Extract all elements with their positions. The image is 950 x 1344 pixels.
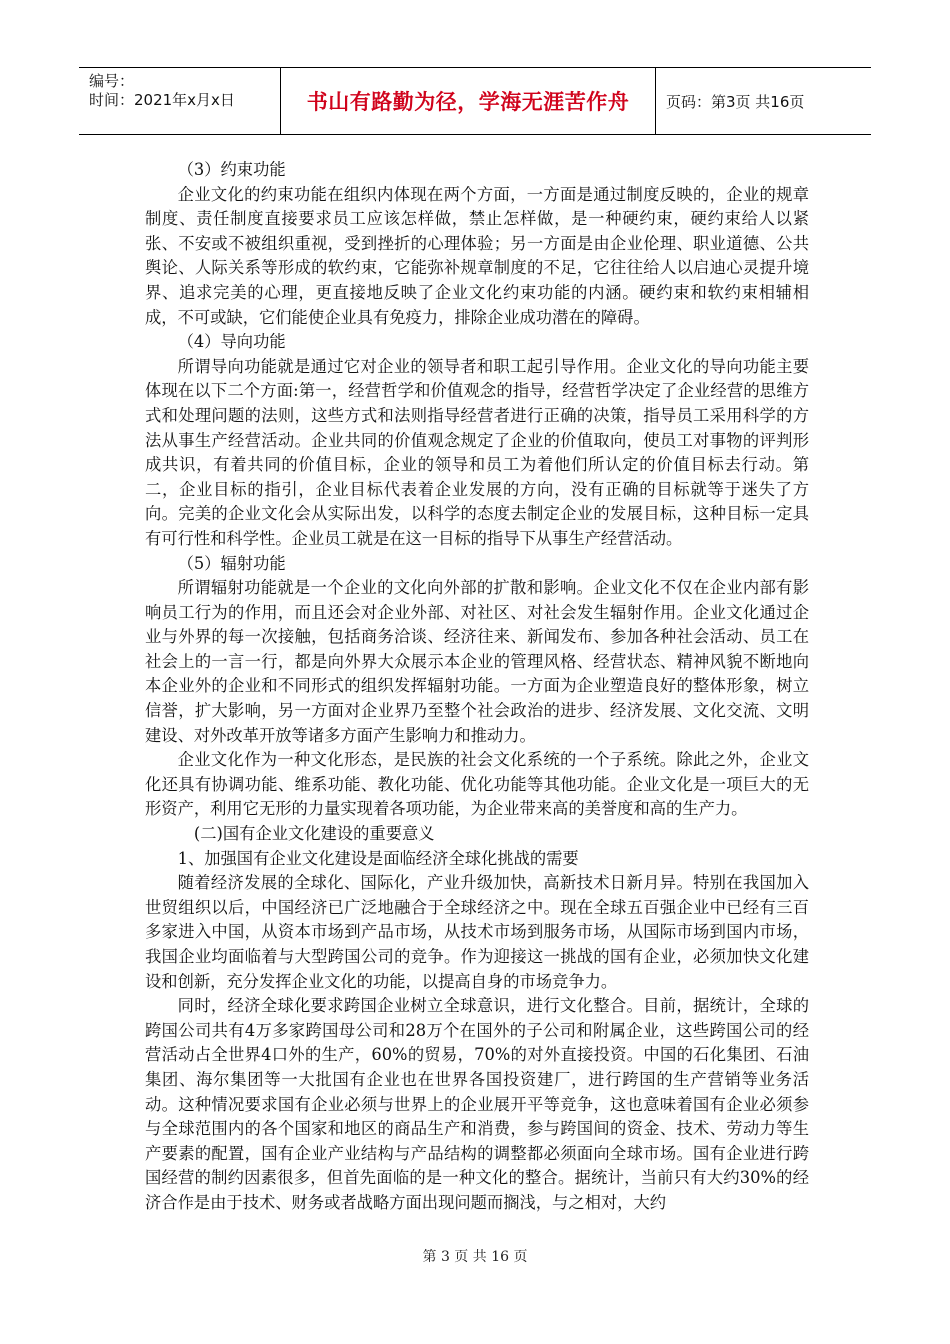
section-heading-radiation: （5）辐射功能 [177,553,286,573]
paragraph-constraint: 企业文化的约束功能在组织内体现在两个方面，一方面是通过制度反映的，企业的规章制度、责任制度直接要求员工应该怎样做，禁止怎样做，是一种硬约束，硬约束给人以紧张、不安或不被组织重视，受到挫折的心理体验；另一方面是由企业伦理、职业道德、公共舆论、人际关系等形成的软约束，它能弥补规章制度的不足，它往往给人以启迪心灵提升境界、追求完美的心理，更直接地反映了企业文化约束功能的内涵。硬约束和软约束相辅相成，不可或缺，它们能使企业具有免疫力，排除企业成功潜在的障碍。 [145,184,809,327]
document-number-label: 编号： [89,72,135,90]
paragraph-radiation: 所谓辐射功能就是一个企业的文化向外部的扩散和影响。企业文化不仅在企业内部有影响员工行为的作用，而且还会对企业外部、对社区、对社会发生辐射作用。企业文化通过企业与外界的每一次接触，包括商务洽谈、经济往来、新闻发布、参加各种社会活动、员工在社会上的一言一行，都是向外界大众展示本企业的管理风格、经营状态、精神风貌不断地向本企业外的企业和不同形式的组织发挥辐射功能。一方面为企业塑造良好的整体形象，树立信誉，扩大影响，另一方面对企业界乃至整个社会政治的进步、经济发展、文化交流、文明建设、对外改革开放等诸多方面产生影响力和推动力。 [145,578,809,745]
paragraph-globalization: 随着经济发展的全球化、国际化，产业升级加快，高新技术日新月异。特别在我国加入世贸组织以后，中国经济已广泛地融合于全球经济之中。现在全球五百强企业中已经有三百多家进入中国，从资本市场到产品市场，从技术市场到服务市场，从国际市场到国内市场，我国企业均面临着与大型跨国公司的竞争。作为迎接这一挑战的国有企业，必须加快文化建设和创新，充分发挥企业文化的功能，以提高自身的市场竞争力。 [145,873,809,991]
section-heading-guidance: （4）导向功能 [177,332,286,352]
document-body [145,158,809,1216]
header-meta [79,68,281,134]
paragraph-cultural-integration: 同时，经济全球化要求跨国企业树立全球意识，进行文化整合。目前，据统计，全球的跨国公司共有4万多家跨国母公司和28万个在国外的子公司和附属企业，这些跨国公司的经营活动占全世界4口外的生产，60%的贸易，70%的对外直接投资。中国的石化集团、石油集团、海尔集团等一大批国有企业也在世界各国投资建厂，进行跨国的生产营销等业务活动。这种情况要求国有企业必须与世界上的企业展开平等竞争，这也意味着国有企业必须参与全球范围内的各个国家和地区的商品生产和消费，参与跨国间的资金、技术、劳动力等生产要素的配置，国有企业产业结构与产品结构的调整都必须面向全球市场。国有企业进行跨国经营的制约因素很多，但首先面临的是一种文化的整合。据统计，当前只有大约30%的经济合作是由于技术、财务或者战略方面出现问题而搁浅，与之相对，大约 [145,996,809,1212]
subsection-heading-globalization: 1、加强国有企业文化建设是面临经济全球化挑战的需要 [177,848,579,868]
page-footer: 第 3 页 共 16 页 [422,1249,528,1265]
header-page-info: 页码：第3页 共16页 [666,92,805,111]
section-heading-significance: (二)国有企业文化建设的重要意义 [193,824,435,844]
page-header [79,67,871,135]
header-motto: 书山有路勤为径，学海无涯苦作舟 [281,68,656,134]
document-date: 时间：2021年x月x日 [89,91,235,109]
section-heading-constraint: （3）约束功能 [177,160,286,179]
paragraph-other-functions: 企业文化作为一种文化形态，是民族的社会文化系统的一个子系统。除此之外，企业文化还具有协调功能、维系功能、教化功能、优化功能等其他功能。企业文化是一项巨大的无形资产，利用它无形的力量实现着各项功能，为企业带来高的美誉度和高的生产力。 [145,750,809,819]
paragraph-guidance: 所谓导向功能就是通过它对企业的领导者和职工起引导作用。企业文化的导向功能主要体现在以下二个方面:第一，经营哲学和价值观念的指导，经营哲学决定了企业经营的思维方式和处理问题的法则，这些方式和法则指导经营者进行正确的决策，指导员工采用科学的方法从事生产经营活动。企业共同的价值观念规定了企业的价值取向，使员工对事物的评判形成共识，有着共同的价值目标，企业的领导和员工为着他们所认定的价值目标去行动。第二，企业目标的指引，企业目标代表着企业发展的方向，没有正确的目标就等于迷失了方向。完美的企业文化会从实际出发，以科学的态度去制定企业的发展目标，这种目标一定具有可行性和科学性。企业员工就是在这一目标的指导下从事生产经营活动。 [145,356,809,548]
